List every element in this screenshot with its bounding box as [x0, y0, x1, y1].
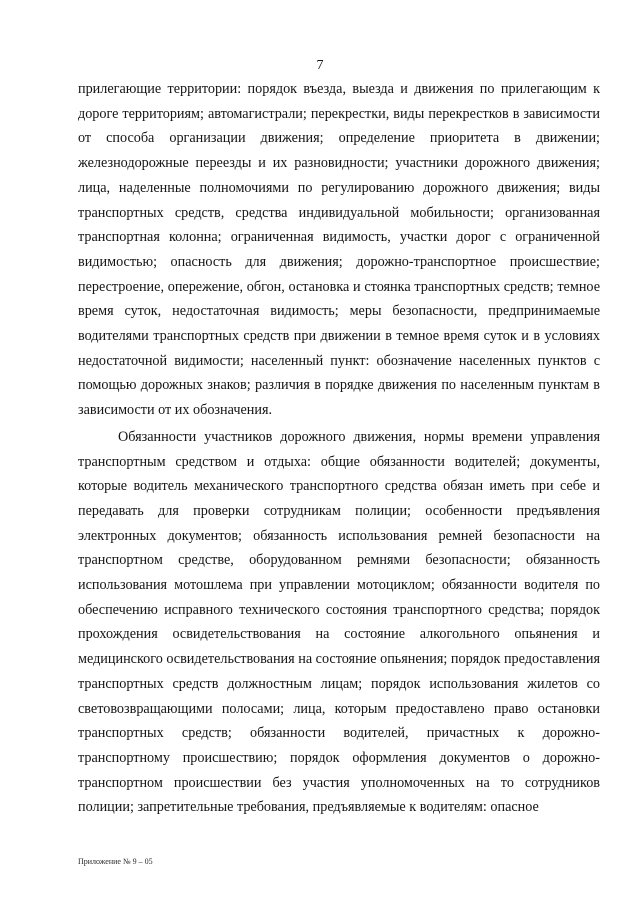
paragraph-driver-obligations: Обязанности участников дорожного движения, нормы времени управления транспортным средством и отдыха: общие обязанности водителей; документы, которые водитель механического транспортного средства обязан иметь при себе и передавать для проверки сотрудникам полиции; особенности предъявления электронных документов; обязанность использования ремней безопасности на транспортном средстве, оборудованном ремнями безопасности; обязанность использования мотошлема при управлении мотоциклом; обязанности водителя по обеспечению исправного технического состояния транспортного средства; порядок прохождения освидетельствования на состояние алкогольного опьянения и медицинского освидетельствования на состояние опьянения; порядок предоставления транспортных средств должностным лицам; порядок использования жилетов со световозвращающими полосами; лица, которым предоставлено право остановки транспортных средств; обязанности водителей, причастных к дорожно-транспортному происшествию; порядок оформления документов о дорожно-транспортном происшествии без участия уполномоченных на то сотрудников полиции; запретительные требования, предъявляемые к водителям: опасное — [78, 428, 600, 816]
paragraph-continuation: прилегающие территории: порядок въезда, выезда и движения по прилегающим к дороге территориям; автомагистрали; перекрестки, виды перекрестков в зависимости от способа организации движения; определение приоритета в движении; железнодорожные переезды и их разновидности; участники дорожного движения; лица, наделенные полномочиями по регулированию дорожного движения; виды транспортных средств, средства индивидуальной мобильности; организованная транспортная колонна; ограниченная видимость, участки дорог с ограниченной видимостью; опасность для движения; дорожно-транспортное происшествие; перестроение, опережение, обгон, остановка и стоянка транспортных средств; темное время суток, недостаточная видимость; меры безопасности, предпринимаемые водителями транспортных средств при движении в темное время суток и в условиях недостаточной видимости; населенный пункт: обозначение населенных пунктов с помощью дорожных знаков; различия в порядке движения по населенным пунктам в зависимости от их обозначения. — [78, 81, 600, 419]
page-number: 7 — [316, 58, 324, 73]
document-body — [78, 77, 600, 820]
page-footer: Приложение № 9 – 05 — [78, 857, 153, 866]
